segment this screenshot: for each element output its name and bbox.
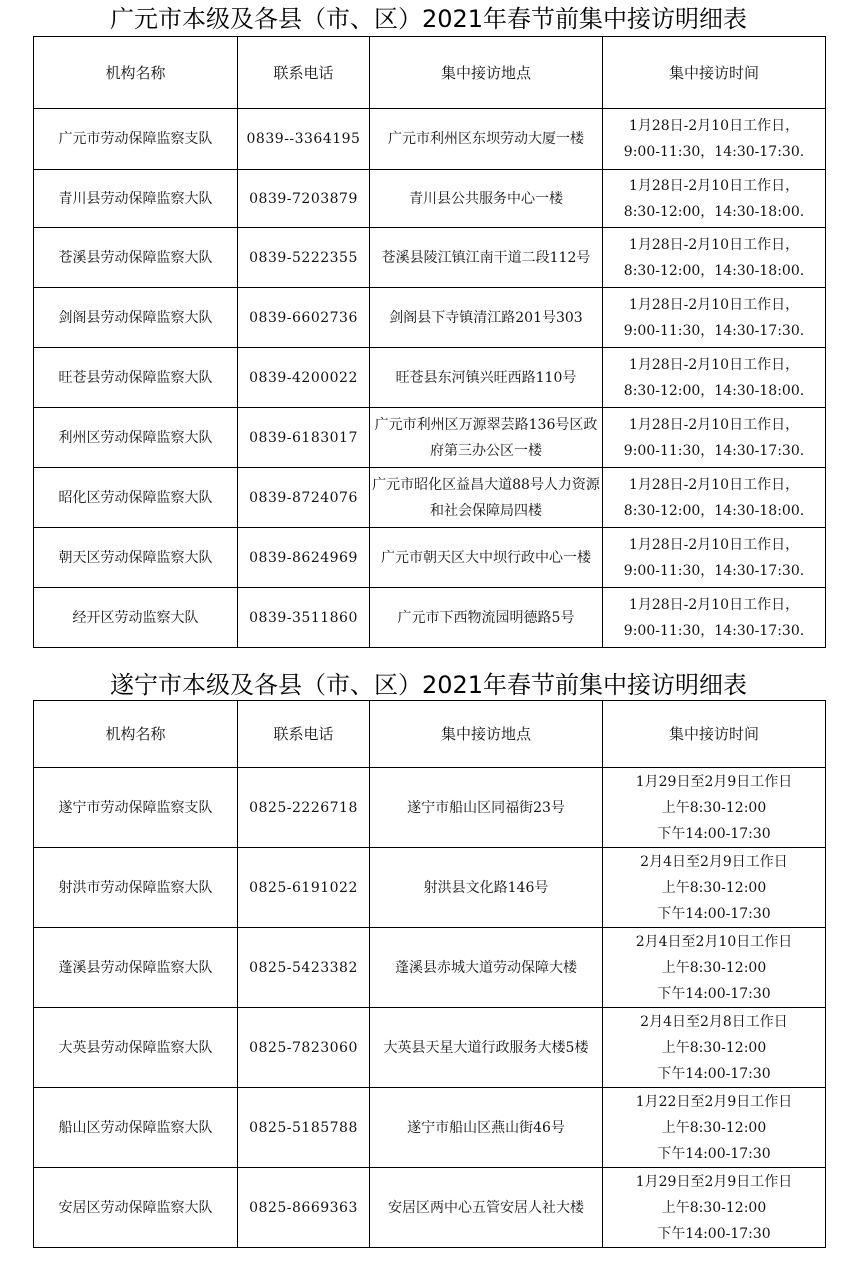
phone-cell: 0825-2226718 — [238, 768, 370, 848]
time-line: 上午8:30-12:00 — [661, 1119, 767, 1136]
time-line: 下午14:00-17:30 — [657, 1145, 771, 1162]
org-cell: 利州区劳动保障监察大队 — [34, 408, 238, 468]
phone-cell: 0825-5185788 — [238, 1088, 370, 1168]
address-cell: 射洪县文化路146号 — [370, 848, 603, 928]
phone-cell: 0839-8724076 — [238, 468, 370, 528]
org-cell: 船山区劳动保障监察大队 — [34, 1088, 238, 1168]
time-cell — [603, 588, 826, 648]
table-row — [34, 848, 826, 928]
phone-cell: 0839-7203879 — [238, 170, 370, 228]
guangyuan-table — [33, 36, 826, 648]
time-line: 1月28日-2月10日工作日， — [628, 476, 800, 493]
org-cell: 蓬溪县劳动保障监察大队 — [34, 928, 238, 1008]
phone-cell: 0825-5423382 — [238, 928, 370, 1008]
time-cell — [603, 408, 826, 468]
time-line: 8:30-12:00，14:30-18:00. — [623, 203, 805, 220]
time-line: 1月29日至2月9日工作日 — [635, 1173, 793, 1190]
table-row — [34, 1168, 826, 1248]
phone-cell: 0839-8624969 — [238, 528, 370, 588]
phone-cell: 0839-5222355 — [238, 228, 370, 288]
time-cell — [603, 468, 826, 528]
table-row — [34, 408, 826, 468]
table-row — [34, 348, 826, 408]
time-line: 1月28日-2月10日工作日， — [628, 236, 800, 253]
time-line: 1月29日至2月9日工作日 — [635, 773, 793, 790]
header-org: 机构名称 — [34, 701, 238, 768]
phone-cell: 0839--3364195 — [238, 109, 370, 170]
time-cell — [603, 768, 826, 848]
time-line: 下午14:00-17:30 — [657, 1225, 771, 1242]
org-cell: 遂宁市劳动保障监察支队 — [34, 768, 238, 848]
address-cell: 安居区两中心五管安居人社大楼 — [370, 1168, 603, 1248]
time-cell — [603, 170, 826, 228]
time-cell — [603, 1088, 826, 1168]
address-cell: 遂宁市船山区同福街23号 — [370, 768, 603, 848]
address-cell: 广元市朝天区大中坝行政中心一楼 — [370, 528, 603, 588]
table2-title: 遂宁市本级及各县（市、区）2021年春节前集中接访明细表 — [109, 671, 748, 699]
time-line: 1月28日-2月10日工作日， — [628, 416, 800, 433]
time-line: 8:30-12:00，14:30-18:00. — [623, 262, 805, 279]
address-cell: 蓬溪县赤城大道劳动保障大楼 — [370, 928, 603, 1008]
time-line: 下午14:00-17:30 — [657, 985, 771, 1002]
time-line: 8:30-12:00，14:30-18:00. — [623, 502, 805, 519]
time-line: 下午14:00-17:30 — [657, 905, 771, 922]
org-cell: 大英县劳动保障监察大队 — [34, 1008, 238, 1088]
address-cell: 苍溪县陵江镇江南干道二段112号 — [370, 228, 603, 288]
time-line: 9:00-11:30，14:30-17:30. — [623, 562, 805, 579]
time-line: 1月22日至2月9日工作日 — [635, 1093, 793, 1110]
org-cell: 苍溪县劳动保障监察大队 — [34, 228, 238, 288]
table-row — [34, 528, 826, 588]
time-cell — [603, 848, 826, 928]
header-address: 集中接访地点 — [370, 701, 603, 768]
time-line: 1月28日-2月10日工作日， — [628, 596, 800, 613]
table-row — [34, 928, 826, 1008]
table-row — [34, 468, 826, 528]
table-row — [34, 768, 826, 848]
time-line: 9:00-11:30，14:30-17:30. — [623, 144, 805, 160]
header-phone: 联系电话 — [238, 701, 370, 768]
phone-cell: 0839-6602736 — [238, 288, 370, 348]
time-line: 1月28日-2月10日工作日， — [628, 356, 800, 373]
phone-cell: 0825-6191022 — [238, 848, 370, 928]
phone-cell: 0839-3511860 — [238, 588, 370, 648]
header-org: 机构名称 — [34, 37, 238, 109]
time-line: 1月28日-2月10日工作日， — [628, 536, 800, 553]
header-address: 集中接访地点 — [370, 37, 603, 109]
time-line: 上午8:30-12:00 — [661, 799, 767, 816]
phone-cell: 0825-8669363 — [238, 1168, 370, 1248]
table-row — [34, 170, 826, 228]
time-cell — [603, 228, 826, 288]
table-row — [34, 288, 826, 348]
org-cell: 朝天区劳动保障监察大队 — [34, 528, 238, 588]
time-line: 1月28日-2月10日工作日， — [628, 177, 800, 194]
time-line: 下午14:00-17:30 — [657, 1065, 771, 1082]
table-row — [34, 1088, 826, 1168]
org-cell: 剑阁县劳动保障监察大队 — [34, 288, 238, 348]
org-cell: 安居区劳动保障监察大队 — [34, 1168, 238, 1248]
org-cell: 广元市劳动保障监察支队 — [34, 109, 238, 170]
time-cell — [603, 1168, 826, 1248]
table-header-row — [34, 37, 826, 109]
time-line: 上午8:30-12:00 — [661, 1199, 767, 1216]
time-cell — [603, 528, 826, 588]
phone-cell: 0839-6183017 — [238, 408, 370, 468]
table-row — [34, 228, 826, 288]
header-time: 集中接访时间 — [603, 701, 826, 768]
time-line: 下午14:00-17:30 — [657, 825, 771, 842]
time-line: 1月28日-2月10日工作日， — [628, 118, 800, 134]
time-line: 上午8:30-12:00 — [661, 1039, 767, 1056]
time-line: 9:00-11:30，14:30-17:30. — [623, 622, 805, 639]
phone-cell: 0839-4200022 — [238, 348, 370, 408]
time-cell — [603, 348, 826, 408]
time-line: 上午8:30-12:00 — [661, 959, 767, 976]
time-line: 1月28日-2月10日工作日， — [628, 296, 800, 313]
address-cell: 广元市昭化区益昌大道88号人力资源和社会保障局四楼 — [370, 468, 603, 528]
table-header-row — [34, 701, 826, 768]
table-row — [34, 109, 826, 170]
table1-title: 广元市本级及各县（市、区）2021年春节前集中接访明细表 — [109, 5, 748, 33]
phone-cell: 0825-7823060 — [238, 1008, 370, 1088]
org-cell: 青川县劳动保障监察大队 — [34, 170, 238, 228]
address-cell: 广元市利州区东坝劳动大厦一楼 — [370, 109, 603, 170]
org-cell: 旺苍县劳动保障监察大队 — [34, 348, 238, 408]
address-cell: 剑阁县下寺镇清江路201号303 — [370, 288, 603, 348]
address-cell: 广元市利州区万源翠芸路136号区政府第三办公区一楼 — [370, 408, 603, 468]
time-line: 2月4日至2月8日工作日 — [640, 1013, 788, 1030]
time-cell — [603, 288, 826, 348]
header-phone: 联系电话 — [238, 37, 370, 109]
suining-table — [33, 700, 826, 1248]
table-row — [34, 1008, 826, 1088]
time-line: 上午8:30-12:00 — [661, 879, 767, 896]
time-line: 2月4日至2月10日工作日 — [635, 933, 793, 950]
time-cell — [603, 109, 826, 170]
time-cell — [603, 1008, 826, 1088]
time-line: 9:00-11:30，14:30-17:30. — [623, 442, 805, 459]
time-line: 2月4日至2月9日工作日 — [640, 853, 788, 870]
org-cell: 射洪市劳动保障监察大队 — [34, 848, 238, 928]
address-cell: 旺苍县东河镇兴旺西路110号 — [370, 348, 603, 408]
address-cell: 青川县公共服务中心一楼 — [370, 170, 603, 228]
org-cell: 昭化区劳动保障监察大队 — [34, 468, 238, 528]
time-cell — [603, 928, 826, 1008]
address-cell: 遂宁市船山区燕山街46号 — [370, 1088, 603, 1168]
address-cell: 大英县天星大道行政服务大楼5楼 — [370, 1008, 603, 1088]
time-line: 9:00-11:30，14:30-17:30. — [623, 322, 805, 339]
time-line: 8:30-12:00，14:30-18:00. — [623, 382, 805, 399]
org-cell: 经开区劳动监察大队 — [34, 588, 238, 648]
table-row — [34, 588, 826, 648]
address-cell: 广元市下西物流园明德路5号 — [370, 588, 603, 648]
header-time: 集中接访时间 — [603, 37, 826, 109]
